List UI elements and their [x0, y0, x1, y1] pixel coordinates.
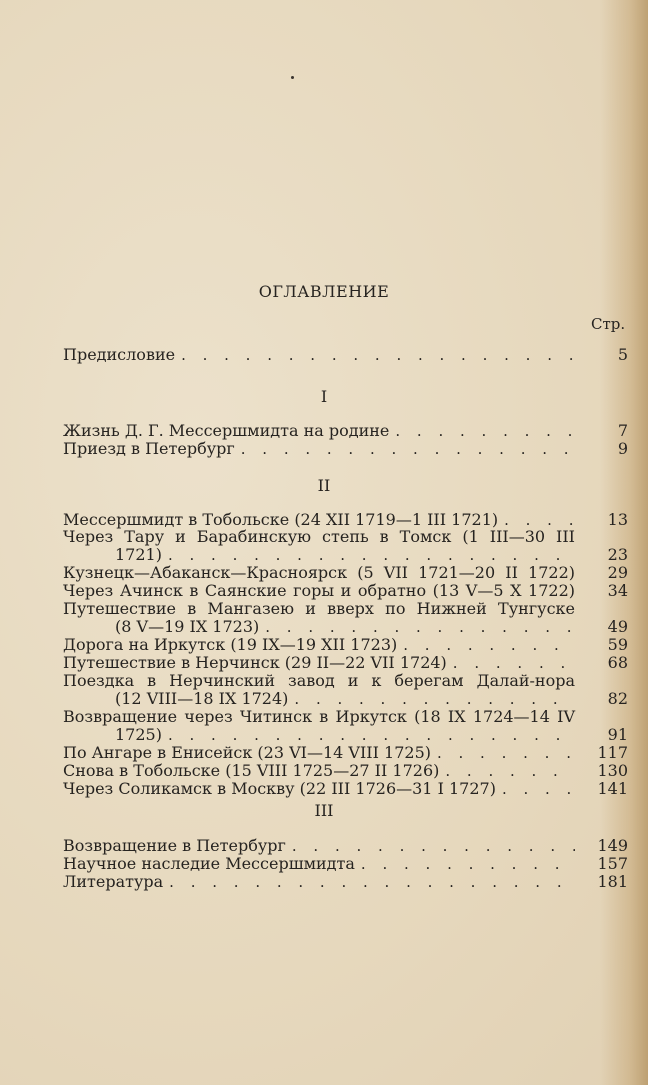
toc-entry-text: Через Ачинск в Саянские горы и обратно (13 V—5 X 1722): [63, 581, 575, 600]
toc-page-number: 29: [607, 563, 628, 582]
toc-entry-text: Снова в Тобольске (15 VIII 1725—27 II 1726): [63, 762, 440, 780]
section-numeral-1: I: [320, 387, 328, 406]
toc-entry[interactable]: [63, 873, 575, 891]
toc-entry[interactable]: [63, 582, 575, 600]
toc-page-number: 82: [607, 689, 628, 708]
toc-entry-text: По Ангаре в Енисейск (23 VI—14 VIII 1725): [63, 744, 431, 762]
leader-dots: [169, 873, 575, 891]
toc-entry[interactable]: [63, 564, 575, 582]
leader-dots: [437, 744, 575, 762]
leader-dots: [502, 780, 575, 798]
toc-entry-text: Жизнь Д. Г. Мессершмидта на родине: [63, 422, 390, 440]
section-numeral-2: II: [317, 476, 331, 495]
toc-entry-text: Путешествие в Мангазею и вверх по Нижней Тунгуске: [63, 599, 575, 618]
toc-entry[interactable]: [63, 780, 575, 798]
leader-dots: [453, 654, 575, 672]
toc-page-number: 130: [597, 761, 628, 780]
toc-entry-text: Возвращение в Петербург: [63, 837, 286, 855]
toc-page-number: 7: [617, 421, 628, 440]
leader-dots: [168, 726, 575, 744]
toc-entry[interactable]: [63, 744, 575, 762]
toc-page-number: 9: [617, 439, 628, 458]
leader-dots: [294, 690, 575, 708]
leader-dots: [445, 762, 575, 780]
toc-page-number: 23: [607, 545, 628, 564]
leader-dots: [241, 440, 575, 458]
toc-entry[interactable]: [63, 855, 575, 873]
toc-entry-text: Кузнецк—Абаканск—Красноярск (5 VII 1721—20 II 1722): [63, 563, 575, 582]
toc-page-number: 91: [607, 725, 628, 744]
toc-entry-text: Через Соликамск в Москву (22 III 1726—31 I 1727): [63, 780, 496, 798]
leader-dots: [292, 837, 575, 855]
toc-entry-text: Мессершмидт в Тобольске (24 XII 1719—1 III 1721): [63, 511, 499, 529]
toc-entry-text-continued: (12 VIII—18 IX 1724): [115, 690, 289, 708]
toc-entry-text: Предисловие: [63, 346, 176, 364]
toc-page-number: 13: [607, 510, 628, 529]
page-column-header: Стр.: [591, 315, 626, 333]
toc-entry[interactable]: [63, 440, 575, 458]
leader-dots: [168, 546, 575, 564]
toc-entry[interactable]: [63, 528, 575, 564]
toc-page-number: 5: [617, 345, 628, 364]
toc-entry[interactable]: [63, 708, 575, 744]
toc-entry-text: Путешествие в Нерчинск (29 II—22 VII 1724): [63, 654, 447, 672]
page-title: ОГЛАВЛЕНИЕ: [258, 282, 390, 301]
toc-entry-text: Дорога на Иркутск (19 IX—19 XII 1723): [63, 636, 398, 654]
toc-entry-text-continued: 1725): [115, 726, 162, 744]
leader-dots: [361, 855, 575, 873]
toc-entry-text: Приезд в Петербург: [63, 440, 235, 458]
toc-entry[interactable]: [63, 837, 575, 855]
leader-dots: [395, 422, 575, 440]
toc-entry[interactable]: [63, 672, 575, 708]
toc-page-number: 157: [597, 854, 628, 873]
toc-entry-text-continued: (8 V—19 IX 1723): [115, 618, 260, 636]
toc-page-number: 141: [597, 779, 628, 798]
paper-speck: [291, 76, 294, 79]
toc-entry[interactable]: [63, 600, 575, 636]
toc-page-number: 68: [607, 653, 628, 672]
section-numeral-3: III: [314, 801, 334, 820]
toc-entry-text: Поездка в Нерчинский завод и к берегам Далай-нора: [63, 671, 575, 690]
toc-entry[interactable]: [63, 654, 575, 672]
toc-entry[interactable]: [63, 762, 575, 780]
toc-page-number: 117: [597, 743, 628, 762]
toc-page-number: 149: [597, 836, 628, 855]
toc-page-number: 59: [607, 635, 628, 654]
leader-dots: [403, 636, 575, 654]
toc-entry-text: Через Тару и Барабинскую степь в Томск (1 III—30 III: [63, 527, 575, 546]
toc-page-number: 181: [597, 872, 628, 891]
toc-entry-intro[interactable]: [63, 346, 575, 364]
toc-entry[interactable]: [63, 636, 575, 654]
toc-page-number: 49: [607, 617, 628, 636]
leader-dots: [181, 346, 575, 364]
toc-entry-text: Литература: [63, 873, 164, 891]
leader-dots: [265, 618, 575, 636]
toc-entry-text: Научное наследие Мессершмидта: [63, 855, 355, 873]
toc-entry[interactable]: [63, 422, 575, 440]
toc-entry-text: Возвращение через Читинск в Иркутск (18 IX 1724—14 IV: [63, 707, 575, 726]
toc-page-number: 34: [607, 581, 628, 600]
toc-entry-text-continued: 1721): [115, 546, 162, 564]
